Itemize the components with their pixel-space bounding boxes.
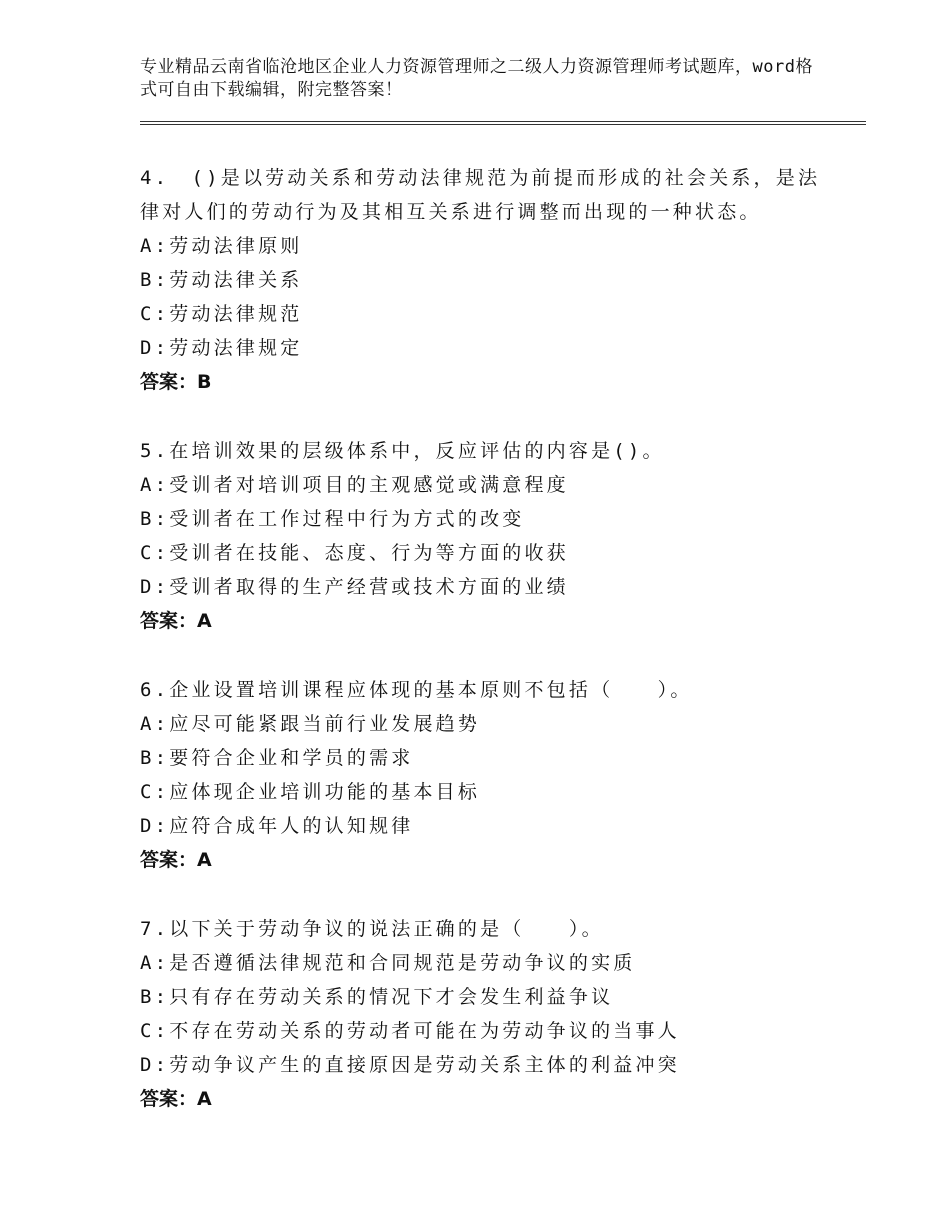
option-a: A:受训者对培训项目的主观感觉或满意程度 [140, 474, 569, 496]
option-d: D:受训者取得的生产经营或技术方面的业绩 [140, 576, 569, 598]
option-d: D:劳动法律规定 [140, 337, 303, 359]
question-stem: 6.企业设置培训课程应体现的基本原则不包括（ ）。 [140, 679, 693, 701]
header-divider [140, 121, 866, 122]
option-c: C:劳动法律规范 [140, 303, 303, 325]
header-divider [140, 124, 866, 125]
question-stem: 7.以下关于劳动争议的说法正确的是（ ）。 [140, 918, 604, 940]
question-block [140, 912, 840, 1116]
option-a: A:是否遵循法律规范和合同规范是劳动争议的实质 [140, 952, 636, 974]
option-a: A:应尽可能紧跟当前行业发展趋势 [140, 713, 481, 735]
question-block [140, 161, 840, 399]
answer: 答案：A [140, 610, 212, 632]
document-header: 专业精品云南省临沧地区企业人力资源管理师之二级人力资源管理师考试题库，word格式可自由下载编辑，附完整答案！ [140, 57, 813, 100]
option-b: B:劳动法律关系 [140, 269, 303, 291]
question-stem: 4. ()是以劳动关系和劳动法律规范为前提而形成的社会关系，是法律对人们的劳动行为及其相互关系进行调整而出现的一种状态。 [140, 167, 821, 223]
option-b: B:只有存在劳动关系的情况下才会发生利益争议 [140, 986, 614, 1008]
answer: 答案：B [140, 371, 212, 393]
answer: 答案：A [140, 849, 212, 871]
option-b: B:受训者在工作过程中行为方式的改变 [140, 508, 525, 530]
option-d: D:应符合成年人的认知规律 [140, 815, 414, 837]
option-c: C:不存在劳动关系的劳动者可能在为劳动争议的当事人 [140, 1020, 680, 1042]
option-a: A:劳动法律原则 [140, 235, 303, 257]
option-d: D:劳动争议产生的直接原因是劳动关系主体的利益冲突 [140, 1054, 680, 1076]
option-c: C:应体现企业培训功能的基本目标 [140, 781, 481, 803]
question-block [140, 434, 840, 638]
option-b: B:要符合企业和学员的需求 [140, 747, 414, 769]
question-block [140, 673, 840, 877]
option-c: C:受训者在技能、态度、行为等方面的收获 [140, 542, 569, 564]
answer: 答案：A [140, 1088, 212, 1110]
question-stem: 5.在培训效果的层级体系中，反应评估的内容是()。 [140, 440, 665, 462]
